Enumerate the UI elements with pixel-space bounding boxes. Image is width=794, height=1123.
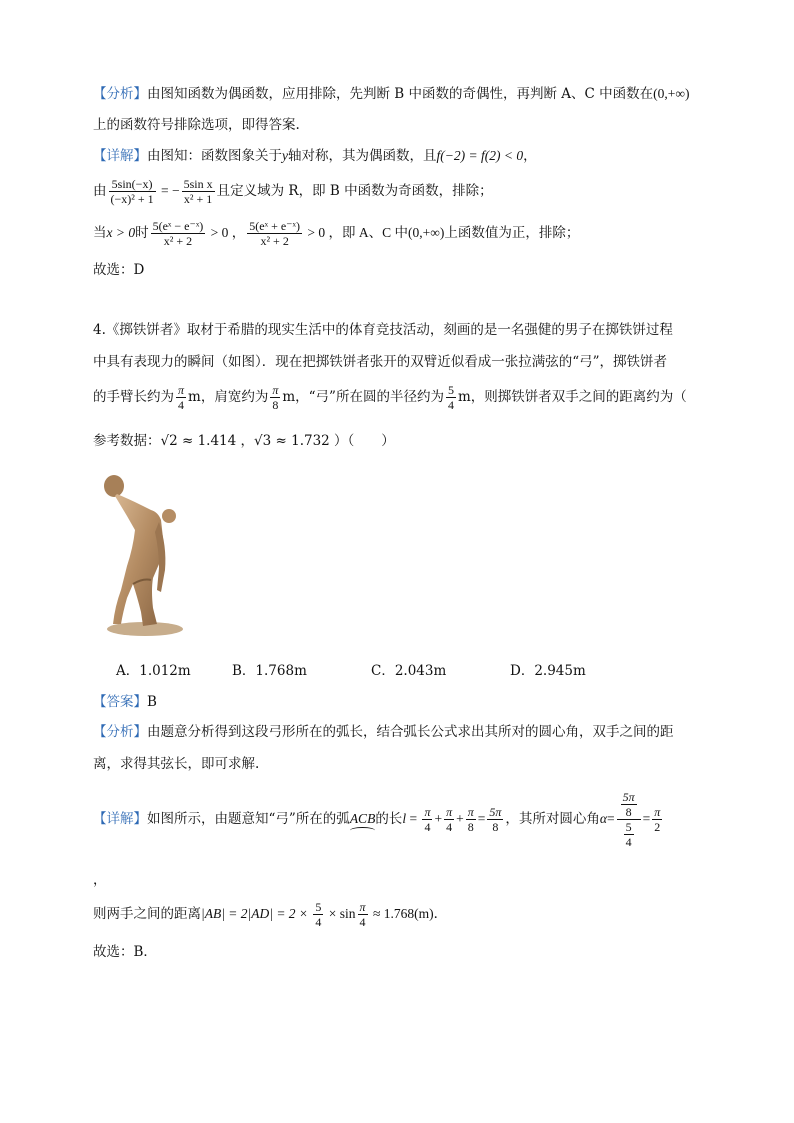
- numerator: π: [272, 383, 279, 397]
- numerator: 5(eˣ − e⁻ˣ): [152, 219, 204, 233]
- denominator: 8: [492, 820, 499, 834]
- numerator: 5: [315, 900, 322, 914]
- sin: × sin: [325, 906, 356, 921]
- op: > 0 ，: [207, 225, 246, 240]
- option-d: D．2.945m: [510, 663, 586, 679]
- q4-fenxi-line2: 离，求得其弦长，即可求解.: [93, 756, 260, 772]
- numerator: 5π: [622, 790, 635, 804]
- var-alpha: α: [599, 811, 607, 826]
- interval: (0,+∞): [653, 86, 690, 101]
- fraction: [624, 820, 634, 849]
- text: 由题意分析得到这段弓形所在的弧长，结合弧长公式求出其所对的圆心角，双手之间的距: [147, 724, 674, 740]
- fraction: [444, 805, 454, 834]
- fraction: [621, 790, 637, 819]
- q3-answer: 故选：D: [93, 262, 145, 278]
- denominator: 8: [272, 398, 279, 412]
- fraction: [176, 383, 186, 412]
- fraction: [446, 383, 456, 412]
- denominator: 8: [467, 820, 474, 834]
- value: ≈ 1.768(m): [369, 906, 434, 921]
- denominator: 4: [446, 820, 453, 834]
- text: 则两手之间的距离: [93, 906, 201, 922]
- q4-line1: 4.《掷铁饼者》取材于希腊的现实生活中的体育竞技活动，刻画的是一名强健的男子在掷铁饼过程: [93, 322, 673, 338]
- text: 时: [135, 225, 149, 241]
- text: m，则掷铁饼者双手之间的距离约为（: [457, 389, 687, 405]
- text: m，肩宽约为: [188, 389, 269, 405]
- comma: ，: [93, 872, 107, 888]
- equation: |AB| = 2|AD| = 2 ×: [201, 906, 312, 921]
- denominator: 4: [178, 398, 184, 412]
- denominator: x² + 2: [260, 234, 289, 248]
- text: 当: [93, 225, 107, 241]
- fenxi-text: 由图知函数为偶函数，应用排除，先判断 B 中函数的奇偶性，再判断 A、C 中函数在: [147, 86, 654, 102]
- answer-value: B: [147, 694, 157, 710]
- denominator: x² + 1: [183, 192, 213, 206]
- numerator: π: [467, 805, 474, 819]
- fraction: [151, 219, 206, 248]
- text: 如图所示，由题意知“弓”所在的弧: [147, 811, 350, 827]
- q4-answer: [93, 692, 157, 712]
- fenxi-tag: 【分析】: [93, 724, 147, 740]
- numerator: 5: [447, 383, 454, 397]
- numerator: π: [178, 383, 185, 397]
- fraction: [466, 805, 476, 834]
- numerator: π: [359, 900, 366, 914]
- xiangjie-tag: 【详解】: [93, 811, 147, 827]
- text: 的长: [375, 811, 403, 827]
- denominator: x² + 2: [163, 234, 193, 248]
- text: 的手臂长约为: [93, 389, 174, 405]
- q3-xiangjie-line3: [93, 217, 579, 249]
- denominator: 2: [654, 820, 661, 834]
- var-y: y: [282, 148, 288, 163]
- fraction: [313, 900, 323, 929]
- var-l: l: [402, 811, 407, 826]
- q3-fenxi-line1: [93, 84, 690, 104]
- q4-distance-line: [93, 897, 447, 931]
- compound-fraction: [617, 790, 641, 849]
- xiangjie-tag: 【详解】: [93, 148, 147, 164]
- denominator: 4: [359, 915, 366, 929]
- denominator: [617, 820, 641, 849]
- fraction: [422, 805, 432, 834]
- fenxi-tag: 【分析】: [93, 86, 147, 102]
- q4-final-answer: 故选：B．: [93, 944, 157, 960]
- text: 上函数值为正，排除；: [444, 225, 580, 241]
- text: 且定义域为 R，即 B 中函数为奇函数，排除；: [216, 183, 493, 199]
- denominator: 4: [424, 820, 431, 834]
- option-c: C．2.043m: [371, 663, 447, 679]
- numerator: π: [654, 805, 661, 819]
- daan-tag: 【答案】: [93, 694, 147, 710]
- denominator: 8: [625, 805, 632, 819]
- text: 由图知：函数图象关于: [147, 148, 282, 164]
- option-b: B．1.768m: [232, 663, 307, 679]
- q4-xiangjie-line1: 【详解】如图所示，由题意知“弓”所在的弧 ACB的长l = $\frac{\pi}{4}$ + $\frac{\pi}{4}$ + $\frac{\pi}{8}$ = $\frac{5\pi}{8}$ ，其所对圆心角α= $\frac{\frac{5\pi}{8}}{\frac{5}{4}}$ = $\frac{\pi}{2}$: [93, 790, 661, 849]
- numerator: π: [446, 805, 453, 819]
- q4-line2: 中具有表现力的瞬间（如图）．现在把掷铁饼者张开的双臂近似看成一张拉满弦的“弓”，掷铁饼者: [93, 354, 668, 370]
- q4-fenxi-line1: [93, 722, 674, 742]
- discus-thrower-image: [103, 466, 185, 638]
- fraction: [487, 805, 503, 834]
- numerator: 5sin(−x): [109, 177, 156, 192]
- numerator: π: [424, 805, 431, 819]
- equation: f(−2) = f(2) < 0: [436, 148, 524, 163]
- q3-fenxi-line2: 上的函数符号排除选项，即得答案.: [93, 117, 300, 133]
- text: > 0 ，即 A、C 中: [303, 225, 408, 240]
- option-a: A．1.012m: [116, 663, 191, 679]
- fraction: [652, 805, 662, 834]
- op: =: [406, 811, 421, 826]
- fraction: [182, 177, 215, 206]
- text: ，其所对圆心角: [505, 811, 600, 827]
- q3-xiangjie-line2: [93, 175, 493, 207]
- arc-label: ACB: [349, 811, 376, 826]
- numerator: 5(eˣ + e⁻ˣ): [249, 219, 300, 233]
- denominator: (−x)² + 1: [110, 192, 154, 206]
- arc-acb: [350, 811, 376, 826]
- interval: (0,+∞): [407, 225, 445, 240]
- punct: ．: [433, 906, 448, 922]
- fraction: [270, 383, 280, 412]
- condition: x > 0: [106, 225, 136, 240]
- fraction: [247, 219, 302, 248]
- fraction: [358, 900, 368, 929]
- denominator: 4: [625, 835, 632, 849]
- numerator: [617, 790, 641, 820]
- denominator: 4: [447, 398, 454, 412]
- numerator: 5: [625, 820, 632, 834]
- q4-line3: [93, 380, 687, 414]
- numerator: 5π: [489, 805, 502, 819]
- numerator: 5sin x: [183, 177, 213, 191]
- text: 由: [93, 183, 107, 199]
- q3-xiangjie-line1: [93, 146, 537, 166]
- punct: ，: [523, 148, 537, 164]
- text: 轴对称，其为偶函数，且: [288, 148, 437, 164]
- denominator: 4: [315, 915, 322, 929]
- q4-reference-data: 参考数据：√2 ≈ 1.414 ，√3 ≈ 1.732 ）（ ）: [93, 433, 395, 449]
- op: = −: [157, 183, 180, 198]
- fraction: [109, 177, 156, 206]
- text: m，“弓”所在圆的半径约为: [282, 389, 444, 405]
